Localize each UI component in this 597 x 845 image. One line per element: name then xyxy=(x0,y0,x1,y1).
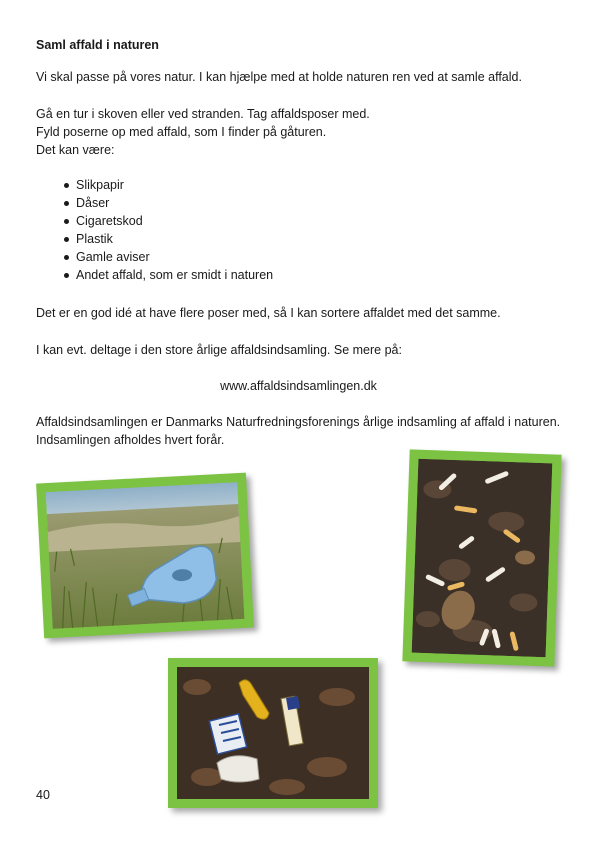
list-item: Dåser xyxy=(76,194,273,212)
list-item: Cigaretskod xyxy=(76,212,273,230)
instruction-line-3: Det kan være: xyxy=(36,143,115,157)
list-item: Gamle aviser xyxy=(76,248,273,266)
about-line-2: Indsamlingen afholdes hvert forår. xyxy=(36,433,225,447)
cigarette-butts-image xyxy=(412,459,553,658)
list-item: Plastik xyxy=(76,230,273,248)
about-line-1: Affaldsindsamlingen er Danmarks Naturfredningsforenings årlige indsamling af affald i naturen. xyxy=(36,415,561,429)
page-number: 40 xyxy=(36,788,50,802)
plastic-bottle-image xyxy=(46,482,245,629)
list-item: Slikpapir xyxy=(76,176,273,194)
instruction-line-2: Fyld poserne op med affald, som I finder på gåturen. xyxy=(36,125,327,139)
intro-paragraph: Vi skal passe på vores natur. I kan hjælpe med at holde naturen ren ved at samle affald. xyxy=(36,70,522,84)
photo-cigarette-butts xyxy=(402,449,561,666)
sorting-paragraph: Det er en god idé at have flere poser med, så I kan sortere affaldet med det samme. xyxy=(36,306,501,320)
event-paragraph: I kan evt. deltage i den store årlige affaldsindsamling. Se mere på: xyxy=(36,343,402,357)
website-link[interactable]: www.affaldsindsamlingen.dk xyxy=(220,379,377,393)
assorted-trash-image xyxy=(177,667,369,799)
page-title: Saml affald i naturen xyxy=(36,38,159,52)
litter-list xyxy=(36,176,273,284)
photo-plastic-bottle xyxy=(36,473,254,639)
instruction-line-1: Gå en tur i skoven eller ved stranden. Tag affaldsposer med. xyxy=(36,107,370,121)
list-item: Andet affald, som er smidt i naturen xyxy=(76,268,274,282)
photo-assorted-trash xyxy=(168,658,378,808)
